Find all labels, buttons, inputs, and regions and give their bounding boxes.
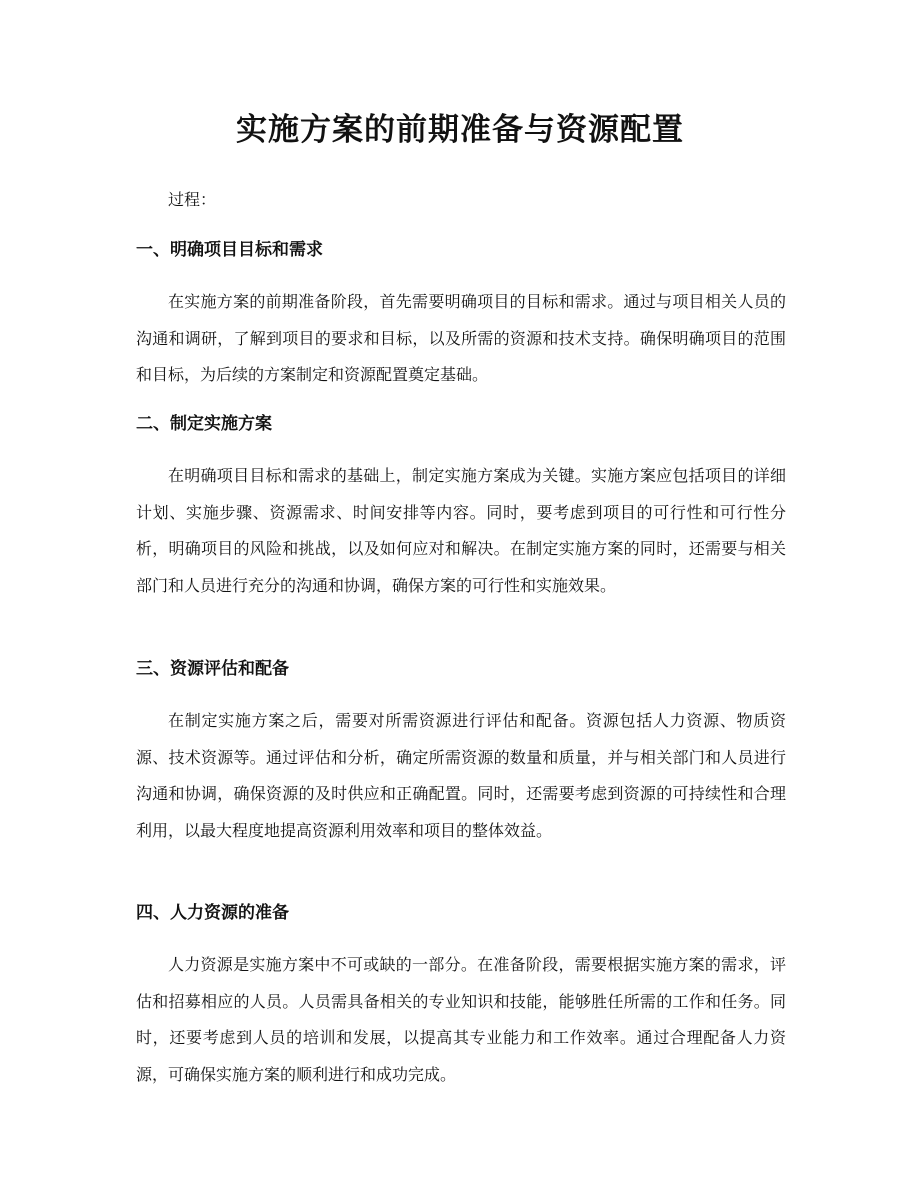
section-body-1: 在实施方案的前期准备阶段，首先需要明确项目的目标和需求。通过与项目相关人员的沟通和调研，了解到项目的要求和目标，以及所需的资源和技术支持。确保明确项目的范围和目标，为后续的方案制定和资源配置奠定基础。 — [136, 292, 786, 384]
intro-text: 过程： — [168, 190, 217, 209]
section-heading-3: 三、资源评估和配备 — [136, 659, 289, 679]
section-heading-2: 二、制定实施方案 — [136, 414, 272, 434]
section-body-3: 在制定实施方案之后，需要对所需资源进行评估和配备。资源包括人力资源、物质资源、技术资源等。通过评估和分析，确定所需资源的数量和质量，并与相关部门和人员进行沟通和协调，确保资源的及时供应和正确配置。同时，还需要考虑到资源的可持续性和合理利用，以最大程度地提高资源利用效率和项目的整体效益。 — [136, 711, 786, 840]
document-title: 实施方案的前期准备与资源配置 — [236, 112, 684, 148]
section-heading-1: 一、明确项目目标和需求 — [136, 240, 323, 260]
section-heading-4: 四、人力资源的准备 — [136, 903, 289, 923]
section-body-4: 人力资源是实施方案中不可或缺的一部分。在准备阶段，需要根据实施方案的需求，评估和招募相应的人员。人员需具备相关的专业知识和技能，能够胜任所需的工作和任务。同时，还要考虑到人员的培训和发展，以提高其专业能力和工作效率。通过合理配备人力资源，可确保实施方案的顺利进行和成功完成。 — [136, 955, 786, 1084]
section-body-2: 在明确项目目标和需求的基础上，制定实施方案成为关键。实施方案应包括项目的详细计划、实施步骤、资源需求、时间安排等内容。同时，要考虑到项目的可行性和可行性分析，明确项目的风险和挑战，以及如何应对和解决。在制定实施方案的同时，还需要与相关部门和人员进行充分的沟通和协调，确保方案的可行性和实施效果。 — [136, 466, 786, 595]
